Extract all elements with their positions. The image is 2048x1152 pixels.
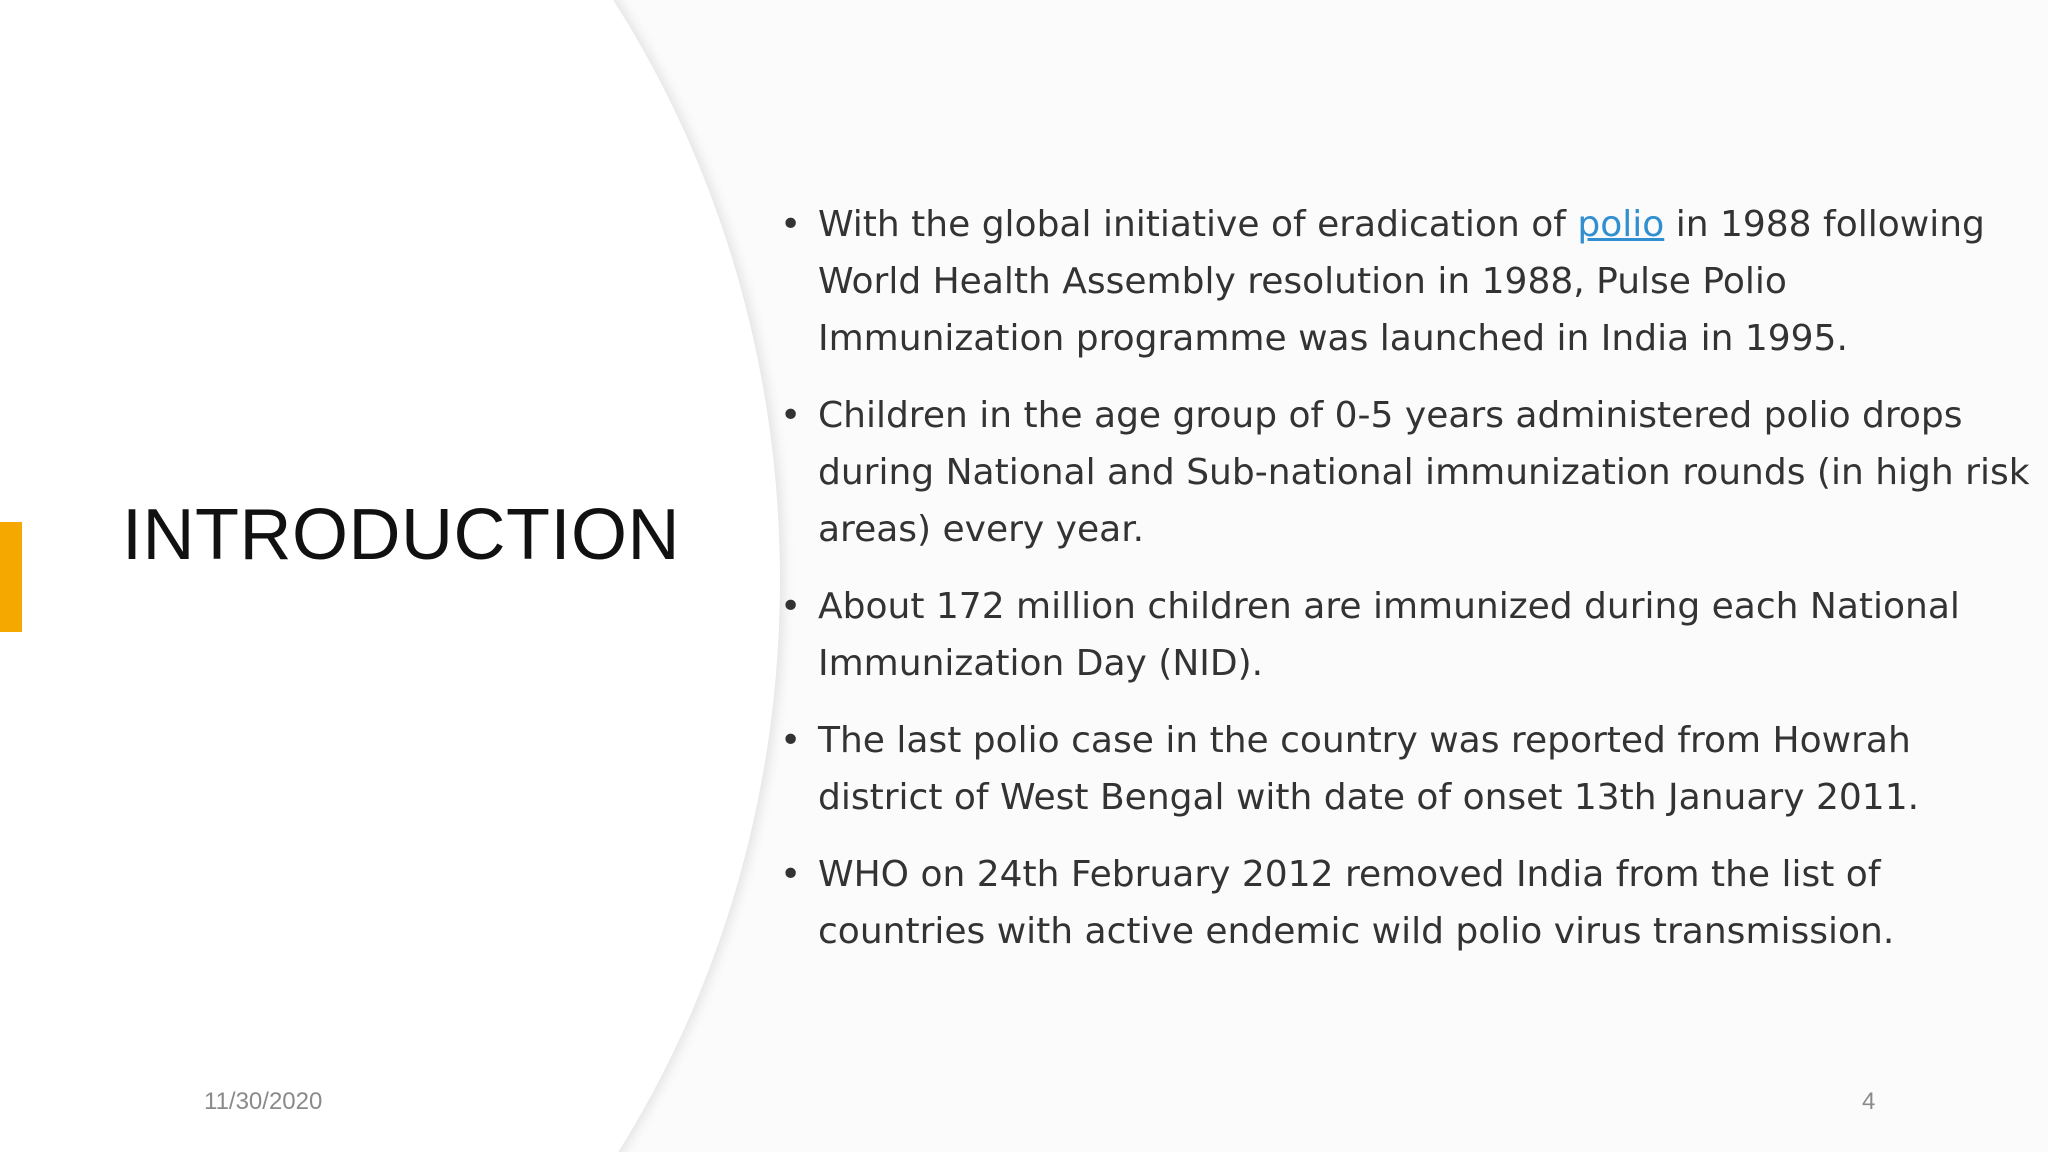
bullet-icon: • (780, 720, 802, 761)
bullet-text: About 172 million children are immunized during each National Immunization Day (NID). (818, 586, 1960, 684)
accent-bar (0, 522, 22, 632)
bullet-item (780, 846, 2030, 960)
bullet-item (780, 196, 2030, 367)
bullet-text: With the global initiative of eradication of (818, 204, 1578, 245)
bullet-item (780, 578, 2030, 692)
bullet-icon: • (780, 395, 802, 436)
bullet-icon: • (780, 854, 802, 895)
bullet-list (780, 196, 2030, 960)
bullet-text: WHO on 24th February 2012 removed India from the list of countries with active endemic wild polio virus transmission. (818, 854, 1895, 952)
slide-title: INTRODUCTION (122, 495, 680, 575)
footer-page-number: 4 (1862, 1088, 1876, 1115)
polio-link[interactable]: polio (1577, 204, 1665, 245)
slide-content (780, 196, 2030, 980)
bullet-text: The last polio case in the country was reported from Howrah district of West Bengal with date of onset 13th January 2011. (818, 720, 1920, 818)
bullet-text: Children in the age group of 0-5 years administered polio drops during National and Sub-national immunization rounds (in high risk areas) every year. (818, 395, 2030, 550)
footer-date: 11/30/2020 (204, 1088, 323, 1115)
bullet-icon: • (780, 586, 802, 627)
bullet-item (780, 712, 2030, 826)
bullet-icon: • (780, 204, 802, 245)
bullet-text: in 1988 following World Health Assembly resolution in 1988, Pulse Polio Immunization programme was launched in India in 1995. (818, 204, 1985, 359)
bullet-item (780, 387, 2030, 558)
